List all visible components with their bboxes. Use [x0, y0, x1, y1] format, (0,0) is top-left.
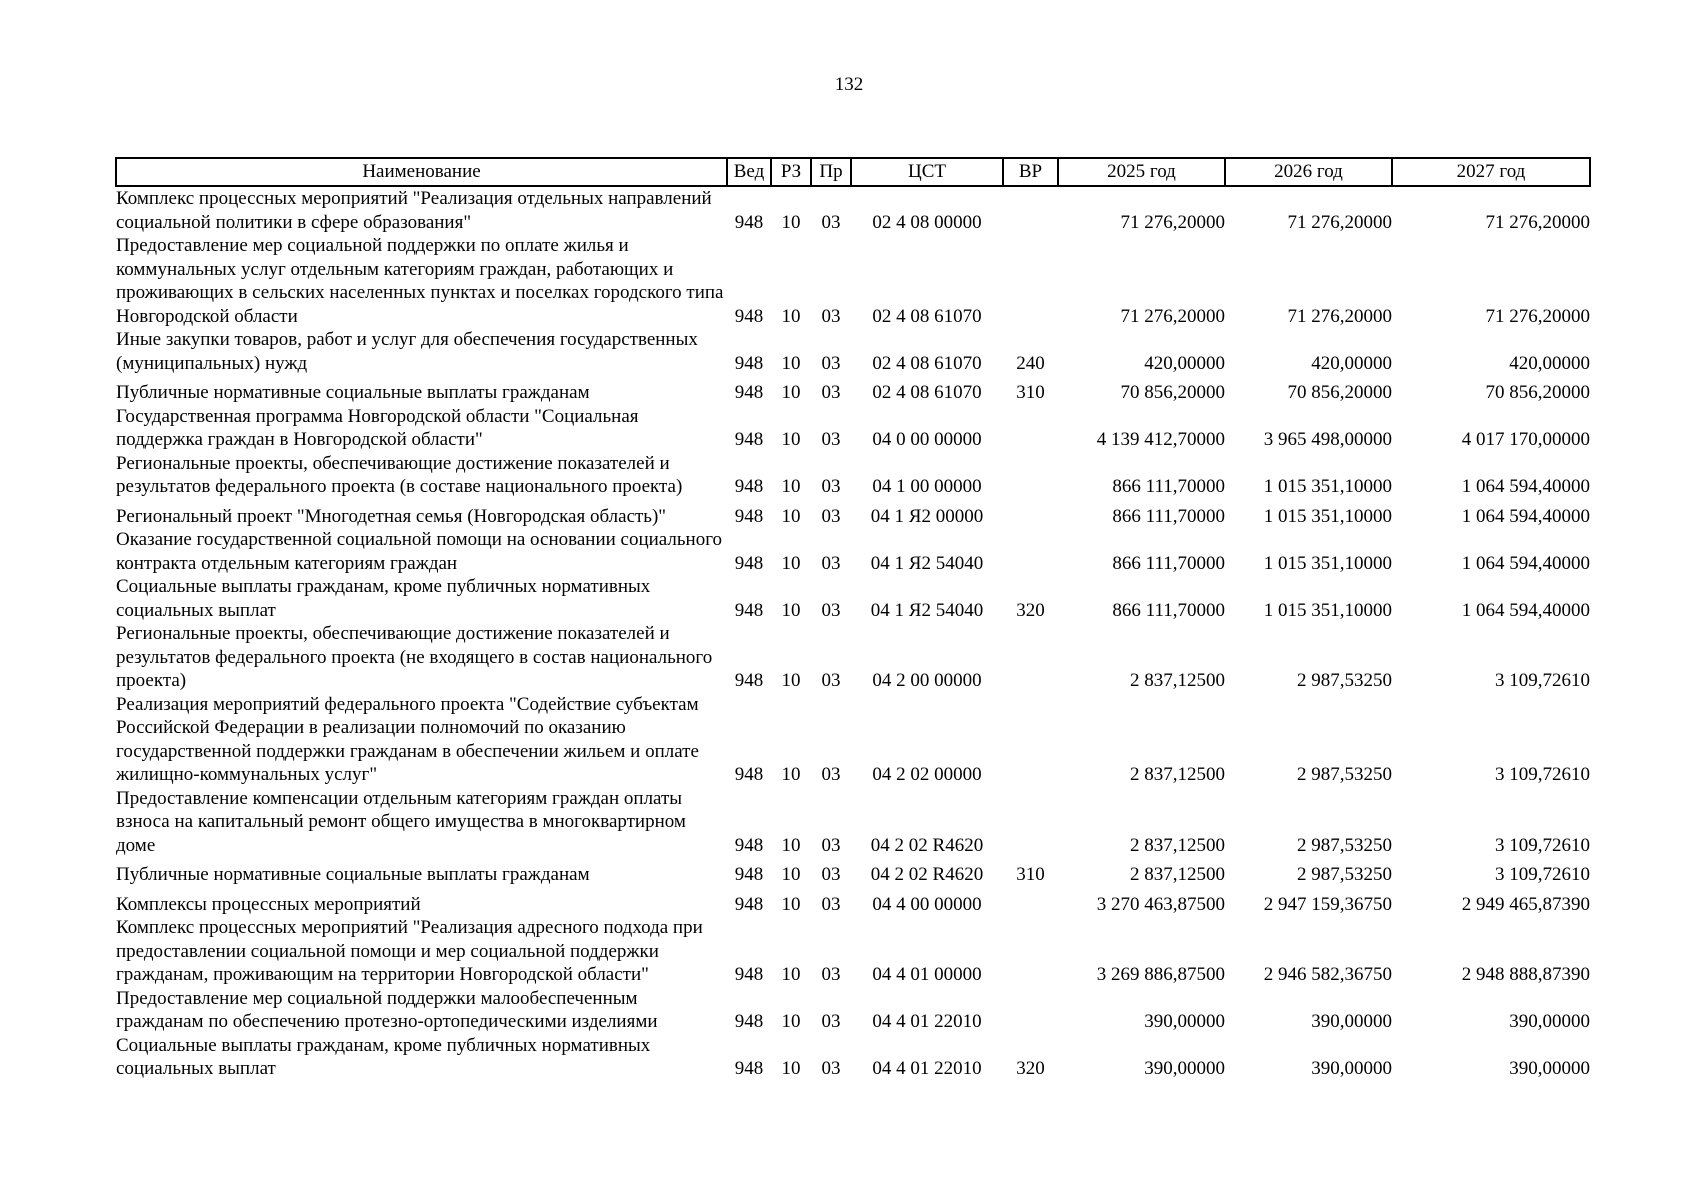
cell-2027: 71 276,20000 [1485, 211, 1590, 233]
cell-2027: 3 109,72610 [1495, 834, 1590, 856]
cell-cst: 02 4 08 61070 [872, 305, 982, 327]
cell-name: Региональный проект "Многодетная семья (Новгородская область)" [116, 505, 667, 527]
cell-vr [1003, 787, 1058, 858]
cell-2027: 1 064 594,40000 [1461, 552, 1590, 574]
cell-name: Оказание государственной социальной помощи на основании социального контракта отдельным категориям граждан [116, 529, 723, 574]
cell-2026: 2 987,53250 [1297, 764, 1392, 785]
cell-ved: 948 [734, 352, 764, 374]
cell-name: Государственная программа Новгородской области "Социальная поддержка граждан в Новгородской области" [116, 405, 639, 450]
cell-2026: 420,00000 [1311, 352, 1392, 374]
cell-vr [1003, 987, 1058, 1034]
table-row [116, 693, 1590, 787]
table-row [116, 234, 1590, 328]
cell-2026: 3 965 498,00000 [1263, 429, 1392, 450]
cell-2025: 2 837,12500 [1130, 834, 1225, 856]
cell-2025: 420,00000 [1144, 352, 1225, 374]
cell-name: Комплекс процессных мероприятий "Реализация отдельных направлений социальной политики в сфере образования" [116, 188, 712, 233]
cell-rz: 10 [781, 964, 801, 985]
cell-ved: 948 [734, 552, 764, 574]
cell-2025: 70 856,20000 [1120, 382, 1225, 403]
table-row [116, 987, 1590, 1034]
cell-pr: 03 [821, 599, 841, 621]
cell-2026: 390,00000 [1311, 1011, 1392, 1032]
cell-2027: 3 109,72610 [1495, 670, 1590, 691]
cell-pr: 03 [821, 505, 841, 527]
cell-ved: 948 [734, 505, 764, 527]
cell-2027: 390,00000 [1509, 1011, 1590, 1032]
cell-2025: 2 837,12500 [1130, 864, 1225, 885]
table-row [116, 575, 1590, 622]
cell-2027: 4 017 170,00000 [1461, 429, 1590, 450]
cell-rz: 10 [781, 305, 801, 327]
cell-2026: 2 947 159,36750 [1263, 893, 1392, 915]
budget-table [115, 157, 1591, 1081]
table-row [116, 622, 1590, 693]
cell-cst: 04 1 Я2 54040 [870, 552, 984, 574]
cell-pr: 03 [821, 764, 841, 785]
cell-rz: 10 [781, 670, 801, 691]
table-row [116, 787, 1590, 858]
cell-pr: 03 [821, 429, 841, 450]
cell-2026: 1 015 351,10000 [1263, 599, 1392, 621]
cell-cst: 04 4 01 22010 [872, 1058, 982, 1079]
cell-rz: 10 [781, 893, 801, 915]
cell-vr [1003, 186, 1058, 234]
cell-rz: 10 [781, 382, 801, 403]
cell-2026: 1 015 351,10000 [1263, 505, 1392, 527]
cell-rz: 10 [781, 476, 801, 497]
cell-2026: 1 015 351,10000 [1263, 476, 1392, 497]
cell-2025: 71 276,20000 [1120, 211, 1225, 233]
cell-cst: 04 0 00 00000 [872, 429, 982, 450]
cell-ved: 948 [734, 834, 764, 856]
cell-vr [1003, 405, 1058, 452]
cell-2027: 70 856,20000 [1485, 382, 1590, 403]
cell-cst: 04 2 02 00000 [872, 764, 982, 785]
cell-2027: 1 064 594,40000 [1461, 476, 1590, 497]
cell-vr [1003, 916, 1058, 987]
cell-ved: 948 [734, 670, 764, 691]
col-header-2025: 2025 год [1058, 158, 1225, 186]
table-row [116, 887, 1590, 917]
cell-cst: 04 2 02 R4620 [870, 864, 984, 885]
col-header-ved: Вед [727, 158, 771, 186]
cell-rz: 10 [781, 211, 801, 233]
cell-pr: 03 [821, 352, 841, 374]
cell-2027: 2 949 465,87390 [1461, 893, 1590, 915]
cell-name: Региональные проекты, обеспечивающие достижение показателей и результатов федерального проекта (не входящего в состав национального проекта) [116, 623, 713, 691]
col-header-2027: 2027 год [1392, 158, 1590, 186]
col-header-cst: ЦСТ [851, 158, 1003, 186]
cell-cst: 04 1 00 00000 [872, 476, 982, 497]
cell-rz: 10 [781, 834, 801, 856]
cell-cst: 04 2 02 R4620 [870, 834, 984, 856]
cell-2025: 866 111,70000 [1112, 552, 1225, 574]
table-row [116, 528, 1590, 575]
cell-name: Иные закупки товаров, работ и услуг для обеспечения государственных (муниципальных) нужд [116, 329, 698, 374]
cell-2026: 71 276,20000 [1287, 211, 1392, 233]
cell-vr [1003, 499, 1058, 529]
cell-pr: 03 [821, 305, 841, 327]
page-number: 132 [834, 74, 864, 95]
cell-cst: 04 1 Я2 00000 [870, 505, 984, 527]
cell-2026: 390,00000 [1311, 1058, 1392, 1079]
table-header-row [116, 158, 1590, 186]
cell-rz: 10 [781, 864, 801, 885]
cell-2025: 390,00000 [1144, 1011, 1225, 1032]
cell-ved: 948 [734, 864, 764, 885]
cell-ved: 948 [734, 764, 764, 785]
cell-2025: 2 837,12500 [1130, 764, 1225, 785]
cell-name: Региональные проекты, обеспечивающие достижение показателей и результатов федерального проекта (в составе национального проекта) [116, 452, 683, 497]
cell-name: Социальные выплаты гражданам, кроме публичных нормативных социальных выплат [116, 1034, 651, 1079]
table-row [116, 916, 1590, 987]
cell-pr: 03 [821, 1058, 841, 1079]
cell-2027: 3 109,72610 [1495, 764, 1590, 785]
cell-2027: 3 109,72610 [1495, 864, 1590, 885]
cell-vr [1003, 693, 1058, 787]
cell-rz: 10 [781, 599, 801, 621]
cell-ved: 948 [734, 1058, 764, 1079]
cell-2027: 1 064 594,40000 [1461, 505, 1590, 527]
cell-ved: 948 [734, 305, 764, 327]
cell-2026: 2 987,53250 [1297, 670, 1392, 691]
cell-vr [1003, 887, 1058, 917]
cell-vr [1003, 452, 1058, 499]
cell-vr: 310 [1016, 864, 1045, 885]
cell-vr: 320 [1016, 1058, 1045, 1079]
cell-cst: 04 4 01 00000 [872, 964, 982, 985]
cell-cst: 04 2 00 00000 [872, 670, 982, 691]
cell-2026: 1 015 351,10000 [1263, 552, 1392, 574]
cell-2026: 2 987,53250 [1297, 864, 1392, 885]
col-header-name: Наименование [116, 158, 727, 186]
cell-pr: 03 [821, 1011, 841, 1032]
col-header-rz: РЗ [771, 158, 811, 186]
table-row [116, 375, 1590, 405]
cell-pr: 03 [821, 476, 841, 497]
cell-name: Реализация мероприятий федерального проекта "Содействие субъектам Российской Федерации в реализации полномочий по оказанию государственной поддержки гражданам в обеспечении жильем и оплате жилищно-коммунальных услуг" [116, 693, 699, 785]
cell-2026: 70 856,20000 [1287, 382, 1392, 403]
cell-rz: 10 [781, 429, 801, 450]
cell-ved: 948 [734, 964, 764, 985]
cell-pr: 03 [821, 864, 841, 885]
cell-2027: 1 064 594,40000 [1461, 599, 1590, 621]
cell-vr [1003, 234, 1058, 328]
cell-2027: 2 948 888,87390 [1461, 964, 1590, 985]
cell-pr: 03 [821, 670, 841, 691]
cell-2025: 866 111,70000 [1112, 599, 1225, 621]
table-row [116, 499, 1590, 529]
cell-cst: 02 4 08 61070 [872, 352, 982, 374]
cell-name: Предоставление мер социальной поддержки по оплате жилья и коммунальных услуг отдельным категориям граждан, работающих и проживающих в сельских населенных пунктах и поселках городского типа Новгородской области [116, 235, 724, 327]
col-header-pr: Пр [811, 158, 851, 186]
cell-2025: 71 276,20000 [1120, 305, 1225, 327]
cell-vr: 320 [1016, 599, 1045, 621]
cell-name: Предоставление мер социальной поддержки малообеспеченным гражданам по обеспечению протезно-ортопедическими изделиями [116, 987, 658, 1032]
cell-vr: 240 [1016, 352, 1045, 374]
cell-2025: 2 837,12500 [1130, 670, 1225, 691]
cell-rz: 10 [781, 352, 801, 374]
cell-name: Социальные выплаты гражданам, кроме публичных нормативных социальных выплат [116, 576, 651, 621]
table-row [116, 1034, 1590, 1081]
cell-2025: 4 139 412,70000 [1096, 429, 1225, 450]
cell-2025: 3 269 886,87500 [1096, 964, 1225, 985]
table-row [116, 328, 1590, 375]
cell-rz: 10 [781, 505, 801, 527]
cell-2025: 3 270 463,87500 [1096, 893, 1225, 915]
cell-cst: 02 4 08 61070 [872, 382, 982, 403]
cell-2027: 420,00000 [1509, 352, 1590, 374]
cell-pr: 03 [821, 834, 841, 856]
cell-rz: 10 [781, 1058, 801, 1079]
cell-rz: 10 [781, 1011, 801, 1032]
cell-2025: 866 111,70000 [1112, 476, 1225, 497]
cell-vr: 310 [1016, 382, 1045, 403]
cell-rz: 10 [781, 764, 801, 785]
table-row [116, 405, 1590, 452]
cell-2026: 2 946 582,36750 [1263, 964, 1392, 985]
cell-ved: 948 [734, 893, 764, 915]
cell-cst: 02 4 08 00000 [872, 211, 982, 233]
cell-pr: 03 [821, 964, 841, 985]
cell-ved: 948 [734, 429, 764, 450]
cell-ved: 948 [734, 599, 764, 621]
cell-cst: 04 4 00 00000 [872, 893, 982, 915]
col-header-2026: 2026 год [1225, 158, 1392, 186]
table-row [116, 452, 1590, 499]
cell-ved: 948 [734, 1011, 764, 1032]
col-header-vr: ВР [1003, 158, 1058, 186]
table-row [116, 186, 1590, 234]
cell-rz: 10 [781, 552, 801, 574]
cell-pr: 03 [821, 382, 841, 403]
cell-cst: 04 1 Я2 54040 [870, 599, 984, 621]
cell-vr [1003, 528, 1058, 575]
cell-name: Публичные нормативные социальные выплаты гражданам [116, 382, 590, 403]
cell-name: Публичные нормативные социальные выплаты гражданам [116, 864, 590, 885]
cell-ved: 948 [734, 476, 764, 497]
cell-2027: 390,00000 [1509, 1058, 1590, 1079]
cell-vr [1003, 622, 1058, 693]
cell-2026: 2 987,53250 [1297, 834, 1392, 856]
cell-pr: 03 [821, 552, 841, 574]
cell-ved: 948 [734, 211, 764, 233]
cell-name: Комплекс процессных мероприятий "Реализация адресного подхода при предоставлении социальной помощи и мер социальной поддержки гражданам, проживающим на территории Новгородской области" [116, 917, 703, 985]
cell-2025: 866 111,70000 [1112, 505, 1225, 527]
cell-pr: 03 [821, 211, 841, 233]
cell-2027: 71 276,20000 [1485, 305, 1590, 327]
cell-2026: 71 276,20000 [1287, 305, 1392, 327]
cell-name: Комплексы процессных мероприятий [116, 893, 421, 915]
cell-pr: 03 [821, 893, 841, 915]
cell-cst: 04 4 01 22010 [872, 1011, 982, 1032]
cell-name: Предоставление компенсации отдельным категориям граждан оплаты взноса на капитальный ремонт общего имущества в многоквартирном доме [116, 787, 686, 856]
cell-ved: 948 [734, 382, 764, 403]
cell-2025: 390,00000 [1144, 1058, 1225, 1079]
table-row [116, 857, 1590, 887]
table-body [116, 186, 1590, 1081]
